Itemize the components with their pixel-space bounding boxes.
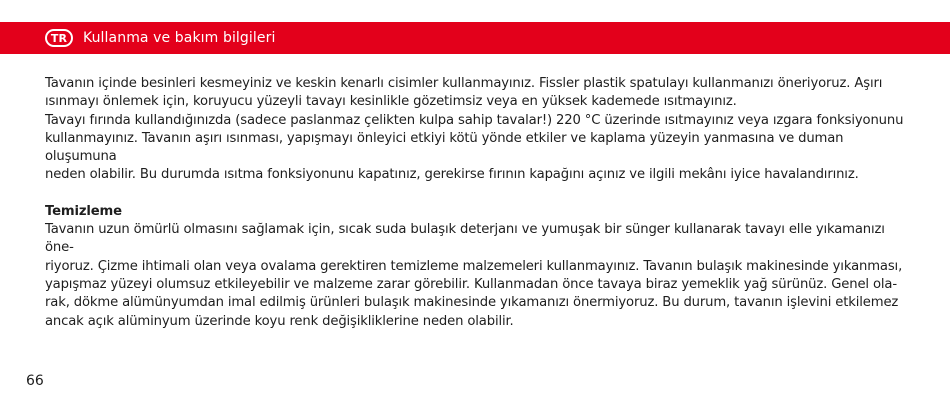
paragraph-gap (45, 185, 905, 203)
cleaning-line: riyoruz. Çizme ihtimali olan veya ovalama gerektiren temizleme malzemeleri kullanmayınız. Tavanın bulaşık makinesinde yıkanması, (45, 258, 903, 274)
language-badge: TR (45, 29, 73, 47)
section-title: Kullanma ve bakım bilgileri (83, 30, 276, 46)
usage-line: Tavayı fırında kullandığınızda (sadece paslanmaz çelikten kulpa sahip tavalar!) 220 °C üzerinde ısıtmayınız veya ızgara fonksiyonunu (45, 112, 904, 128)
cleaning-heading: Temizleme (45, 203, 122, 219)
usage-line: Tavanın içinde besinleri kesmeyiniz ve keskin kenarlı cisimler kullanmayınız. Fissler plastik spatulayı kullanmanızı öneriyoruz. Aşırı (45, 76, 883, 91)
usage-line: kullanmayınız. Tavanın aşırı ısınması, yapışmayı önleyici etkiyi kötü yönde etkiler ve kaplama yüzeyin yanmasına ve duman oluşumuna (45, 130, 844, 165)
usage-line: neden olabilir. Bu durumda ısıtma fonksiyonunu kapatınız, gerekirse fırının kapağını açınız ve ilgili mekânı iyice havalandırınız. (45, 167, 859, 183)
cleaning-line: yapışmaz yüzeyi olumsuz etkileyebilir ve malzeme zarar görebilir. Kullanmadan önce tavaya biraz yemeklik yağ sürünüz. Genel ola- (45, 276, 897, 292)
cleaning-line: Tavanın uzun ömürlü olmasını sağlamak için, sıcak suda bulaşık deterjanı ve yumuşak bir sünger kullanarak tavayı elle yıkamanızı öne- (45, 222, 885, 256)
section-header-bar (0, 22, 950, 54)
usage-line: ısınmayı önlemek için, koruyucu yüzeyli tavayı kesinlikle gözetimsiz veya en yüksek kademede ısıtmayınız. (45, 94, 737, 110)
cleaning-line: rak, dökme alümünyumdan imal edilmiş ürünleri bulaşık makinesinde yıkamanızı önermiyoruz. Bu durum, tavanın işlevini etkilemez (45, 295, 899, 311)
cleaning-line: ancak açık alüminyum üzerinde koyu renk değişikliklerine neden olabilir. (45, 313, 514, 329)
instructions-content (45, 75, 905, 331)
page-number: 66 (26, 373, 44, 389)
